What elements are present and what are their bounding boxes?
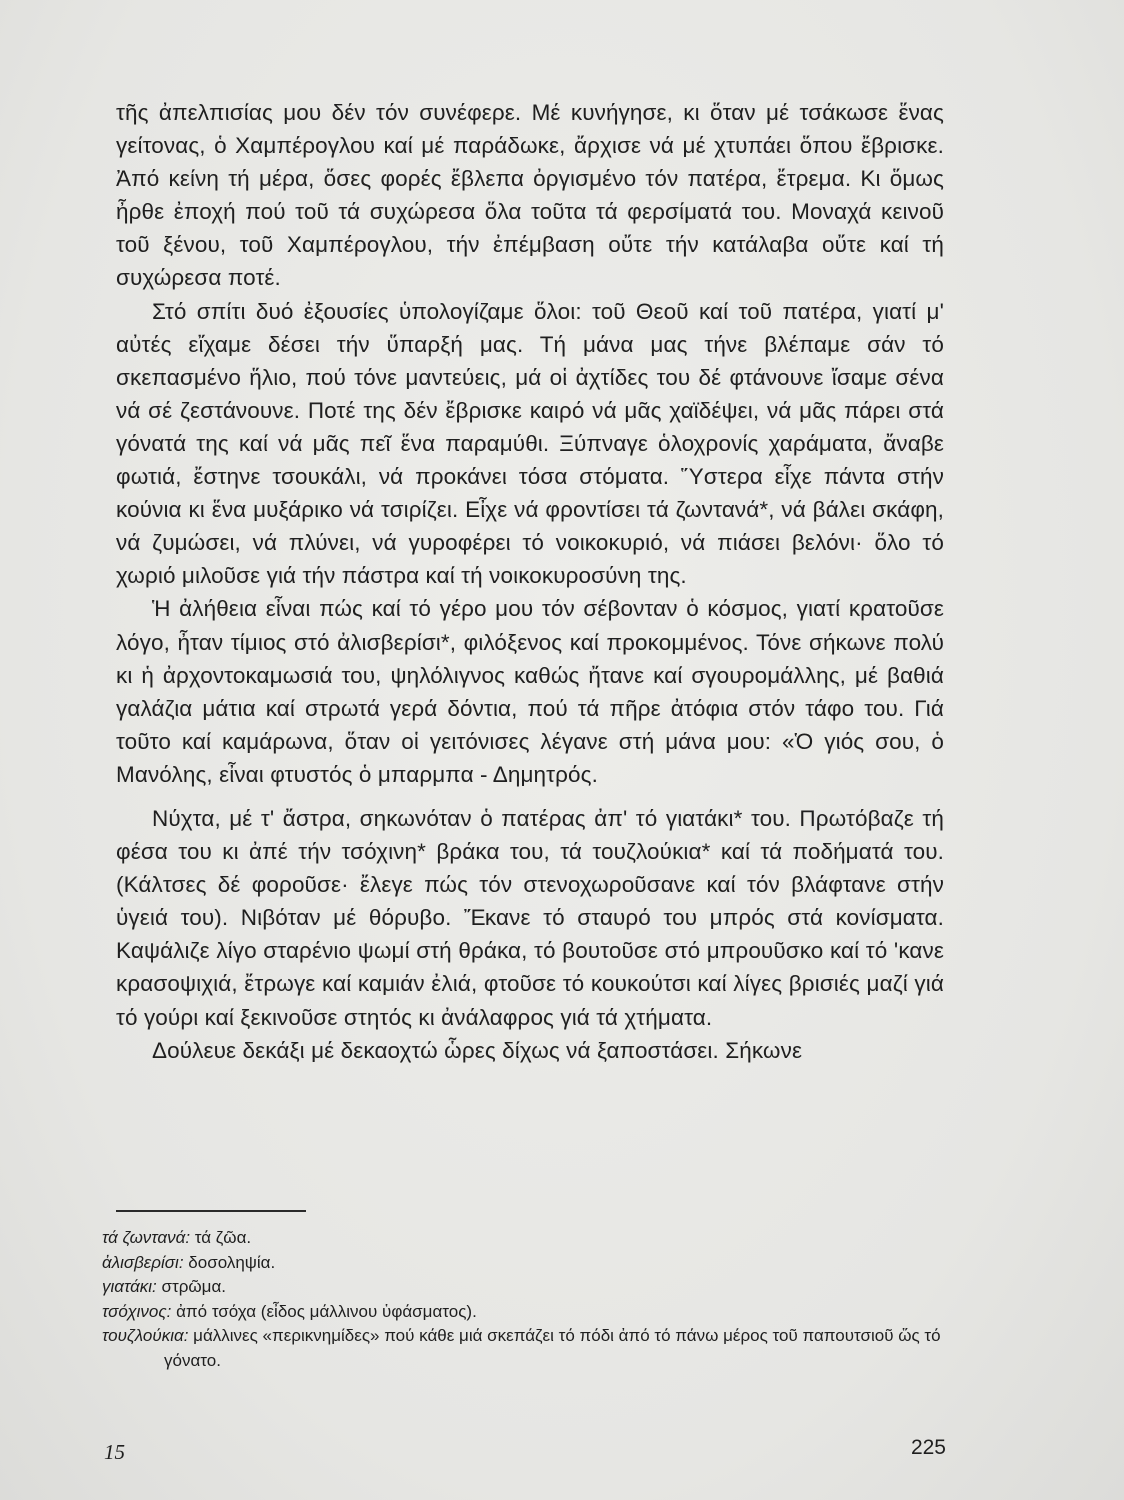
paragraph-2: Στό σπίτι δυό ἐξουσίες ὑπολογίζαμε ὅλοι: τοῦ Θεοῦ καί τοῦ πατέρα, γιατί μ' αὐτές εἴχαμε δέσει τήν ὕπαρξή μας. Τή μάνα μας τήνε βλέπαμε σάν τό σκεπασμένο ἥλιο, πού τόνε μαντεύεις, μά οἱ ἀχτίδες του δέ φτάνουνε ἴσαμε σένα νά σέ ζεστάνουνε. Ποτέ της δέν ἔβρισκε καιρό νά μᾶς χαϊδέψει, νά μᾶς πάρει στά γόνατά της καί νά μᾶς πεῖ ἕνα παραμύθι. Ξύπναγε ὁλοχρονίς χαράματα, ἄναβε φωτιά, ἔστηνε τσουκάλι, νά προκάνει τόσα στόματα. Ὕστερα εἶχε πάντα στήν κούνια κι ἕνα μυξάρικο νά τσιρίζει. Εἶχε νά φροντίσει τά ζωντανά*, νά βάλει σκάφη, νά ζυμώσει, νά πλύνει, νά γυροφέρει τό νοικοκυριό, νά πιάσει βελόνι· ὅλο τό χωριό μιλοῦσε γιά τήν πάστρα καί τή νοικοκυροσύνη της.: [116, 298, 944, 589]
body-text: [116, 96, 944, 1067]
footnote-term: τσόχινος:: [102, 1301, 172, 1321]
page-number: 225: [910, 1436, 946, 1459]
footnote-term: γιατάκι:: [102, 1277, 157, 1296]
footnote-item: [102, 1300, 952, 1325]
footnotes: [102, 1226, 952, 1373]
footnote-term: τά ζωντανά:: [102, 1228, 191, 1247]
footnote-definition: τά ζῶα.: [194, 1228, 252, 1247]
footnote-item: [102, 1226, 952, 1251]
footnote-definition: δοσοληψία.: [188, 1252, 276, 1272]
footnote-definition: στρῶμα.: [161, 1277, 227, 1296]
footnote-definition: μάλλινες «περικνημίδες» πού κάθε μιά σκεπάζει τό πόδι ἀπό τό πάνω μέρος τοῦ παπουτσιοῦ ὥς τό γόνατο.: [164, 1326, 941, 1370]
footnote-divider: [116, 1210, 306, 1212]
paragraph-4: Νύχτα, μέ τ' ἄστρα, σηκωνόταν ὁ πατέρας ἀπ' τό γιατάκι* του. Πρωτόβαζε τή φέσα του κι ἀπέ τήν τσόχινη* βράκα του, τά τουζλούκια* καί τά ποδήματά του. (Κάλτσες δέ φοροῦσε· ἔλεγε πώς τόν στενοχωροῦσανε καί τόν βλάφτανε στήν ὑγειά του). Νιβόταν μέ θόρυβο. Ἔκανε τό σταυρό του μπρός στά κονίσματα. Καψάλιζε λίγο σταρένιο ψωμί στή θράκα, τό βουτοῦσε στό μπρουῦσκο καί τό 'κανε κρασοψιχιά, ἔτρωγε καί καμιάν ἐλιά, φτοῦσε τό κουκούτσι καί λίγες βρισιές μαζί γιά τό γούρι καί ξεκινοῦσε στητός κι ἀνάλαφρος γιά τά χτήματα.: [116, 805, 944, 1030]
paragraph-5: Δούλευε δεκάξι μέ δεκαοχτώ ὧρες δίχως νά ξαποστάσει. Σήκωνε: [152, 1037, 803, 1063]
footnote-term: τουζλούκια:: [102, 1326, 189, 1345]
footnote-item: [102, 1324, 952, 1373]
footnote-item: [102, 1251, 952, 1276]
footnote-item: [102, 1275, 952, 1300]
paragraph-3: Ἡ ἀλήθεια εἶναι πώς καί τό γέρο μου τόν σέβονταν ὁ κόσμος, γιατί κρατοῦσε λόγο, ἦταν τίμιος στό ἀλισβερίσι*, φιλόξενος καί προκομμένος. Τόνε σήκωνε πολύ κι ἡ ἀρχοντοκαμωσιά του, ψηλόλιγνος καθώς ἤτανε καί σγουρομάλλης, μέ βαθιά γαλάζια μάτια καί στρωτά γερά δόντια, πού τά πῆρε ἀτόφια στόν τάφο του. Γιά τοῦτο καί καμάρωνα, ὅταν οἱ γειτόνισες λέγανε στή μάνα μου: «Ὁ γιός σου, ὁ Μανόλης, εἶναι φτυστός ὁ μπαρμπα - Δημητρός.: [116, 596, 944, 787]
footnote-definition: ἀπό τσόχα (εἶδος μάλλινου ὑφάσματος).: [176, 1301, 477, 1321]
signature-mark: 15: [104, 1440, 125, 1464]
paragraph-1: τῆς ἀπελπισίας μου δέν τόν συνέφερε. Μέ κυνήγησε, κι ὅταν μέ τσάκωσε ἕνας γείτονας, ὁ Χαμπέρογλου καί μέ παράδωκε, ἄρχισε νά μέ χτυπάει ὅπου ἔβρισκε. Ἀπό κείνη τή μέρα, ὅσες φορές ἔβλεπα ὀργισμένο τόν πατέρα, ἔτρεμα. Κι ὅμως ἦρθε ἐποχή πού τοῦ τά συχώρεσα ὅλα τοῦτα τά φερσίματά του. Μοναχά κεινοῦ τοῦ ξένου, τοῦ Χαμπέρογλου, τήν ἐπέμβαση οὔτε τήν κατάλαβα οὔτε καί τή συχώρεσα ποτέ.: [116, 100, 944, 291]
footnote-term: ἀλισβερίσι:: [102, 1252, 184, 1272]
